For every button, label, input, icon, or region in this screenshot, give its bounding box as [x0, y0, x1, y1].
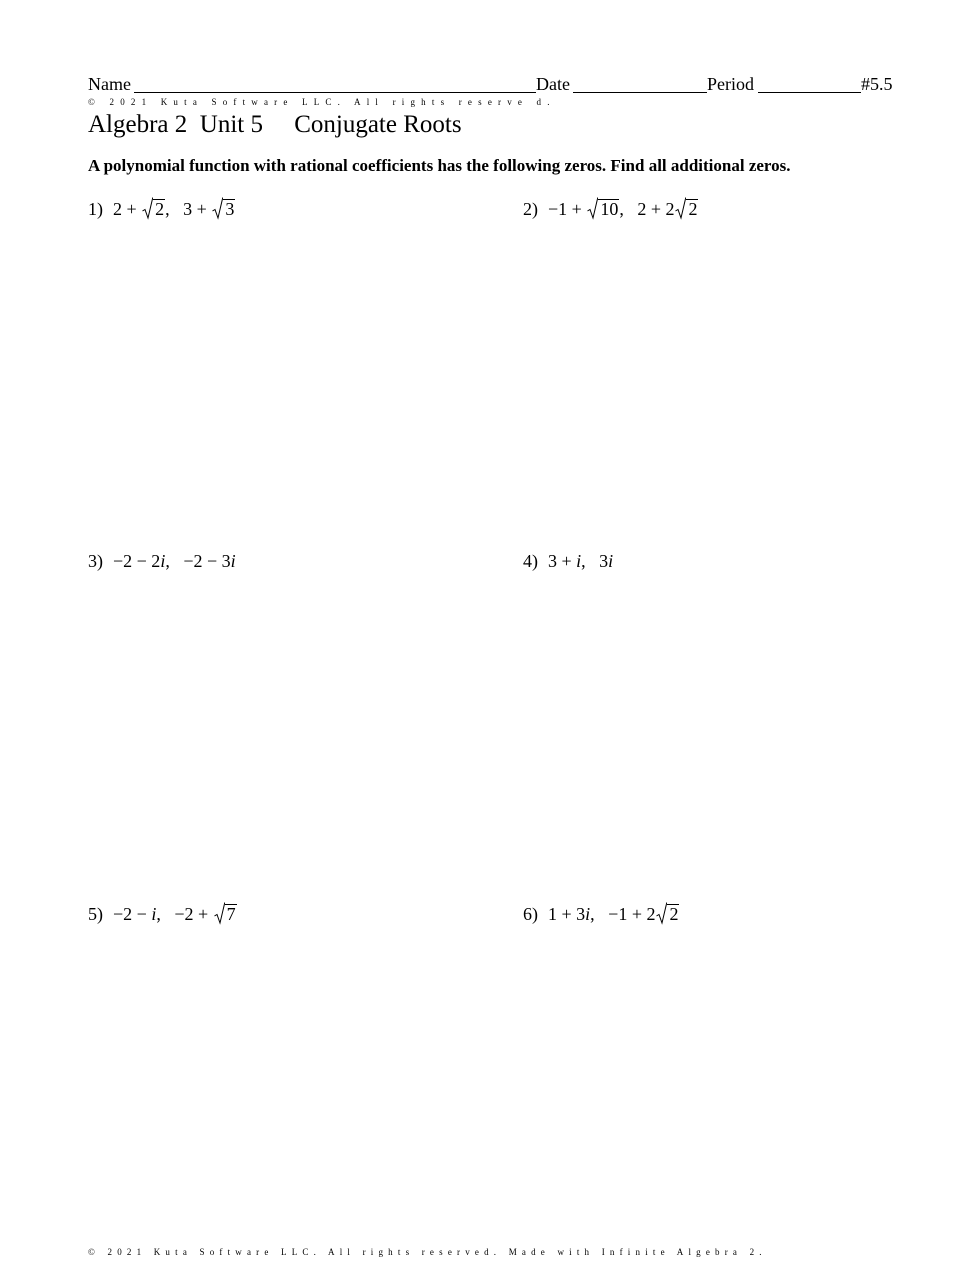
radical-sign-icon [656, 902, 667, 925]
zeros-expression [113, 902, 237, 925]
problem-5 [88, 899, 237, 925]
expression-text: , −2 − 3 [165, 551, 231, 571]
radicand: 3 [225, 199, 235, 219]
radical-sign-icon [675, 197, 686, 220]
problem-number: 4) [523, 551, 538, 571]
student-info-header [88, 74, 896, 96]
problem-number: 1) [88, 199, 103, 219]
radicand: 2 [155, 199, 165, 219]
expression-text: −2 − 2 [113, 551, 161, 571]
expression-text: , 3 + [165, 199, 212, 219]
problem-number: 5) [88, 904, 103, 924]
radicand: 2 [688, 199, 698, 219]
problem-2 [523, 194, 698, 220]
zeros-expression [548, 550, 613, 572]
problem-1 [88, 194, 235, 220]
radical-sign-icon [212, 197, 223, 220]
radical-sign-icon [142, 197, 153, 220]
date-blank[interactable] [573, 92, 707, 93]
radicand: 2 [669, 904, 679, 924]
zeros-expression [113, 197, 235, 220]
radicand: 7 [226, 904, 236, 924]
imaginary-unit: i [576, 551, 582, 571]
square-root [675, 197, 698, 220]
expression-text: −2 − [113, 904, 152, 924]
problem-number: 2) [523, 199, 538, 219]
square-root [142, 197, 165, 220]
expression-text: , −1 + 2 [590, 904, 656, 924]
radical-sign-icon [214, 902, 225, 925]
problem-number: 3) [88, 551, 103, 571]
problem-6 [523, 899, 679, 925]
instructions: A polynomial function with rational coefficients has the following zeros. Find all additional zeros. [88, 156, 791, 175]
zeros-expression [113, 550, 236, 572]
imaginary-unit: i [160, 551, 166, 571]
date-label: Date [536, 74, 570, 94]
problem-number: 6) [523, 904, 538, 924]
period-label: Period [707, 74, 754, 94]
problem-4 [523, 546, 613, 572]
expression-text: , 3 [581, 551, 609, 571]
square-root [656, 902, 679, 925]
imaginary-unit: i [151, 904, 157, 924]
imaginary-unit: i [608, 551, 614, 571]
problem-3 [88, 546, 236, 572]
expression-text: 3 + [548, 551, 577, 571]
worksheet-title: Algebra 2 Unit 5 Conjugate Roots [88, 111, 462, 138]
copyright-notice-bottom: © 2021 Kuta Software LLC. All rights reserved. Made with Infinite Algebra 2. [88, 1247, 767, 1257]
worksheet-id: #5.5 [861, 74, 893, 94]
radical-sign-icon [587, 197, 598, 220]
zeros-expression [548, 197, 698, 220]
name-label: Name [88, 74, 131, 94]
imaginary-unit: i [585, 904, 591, 924]
expression-text: 1 + 3 [548, 904, 586, 924]
expression-text: , −2 + [156, 904, 213, 924]
name-blank[interactable] [134, 92, 536, 93]
expression-text: 2 + [113, 199, 142, 219]
square-root [214, 902, 237, 925]
radicand: 10 [600, 199, 619, 219]
square-root [587, 197, 619, 220]
square-root [212, 197, 235, 220]
zeros-expression [548, 902, 679, 925]
period-blank[interactable] [758, 92, 861, 93]
expression-text: , 2 + 2 [619, 199, 675, 219]
expression-text: −1 + [548, 199, 587, 219]
imaginary-unit: i [230, 551, 236, 571]
copyright-notice-top: © 2021 Kuta Software LLC. All rights reserve d. [88, 97, 556, 107]
